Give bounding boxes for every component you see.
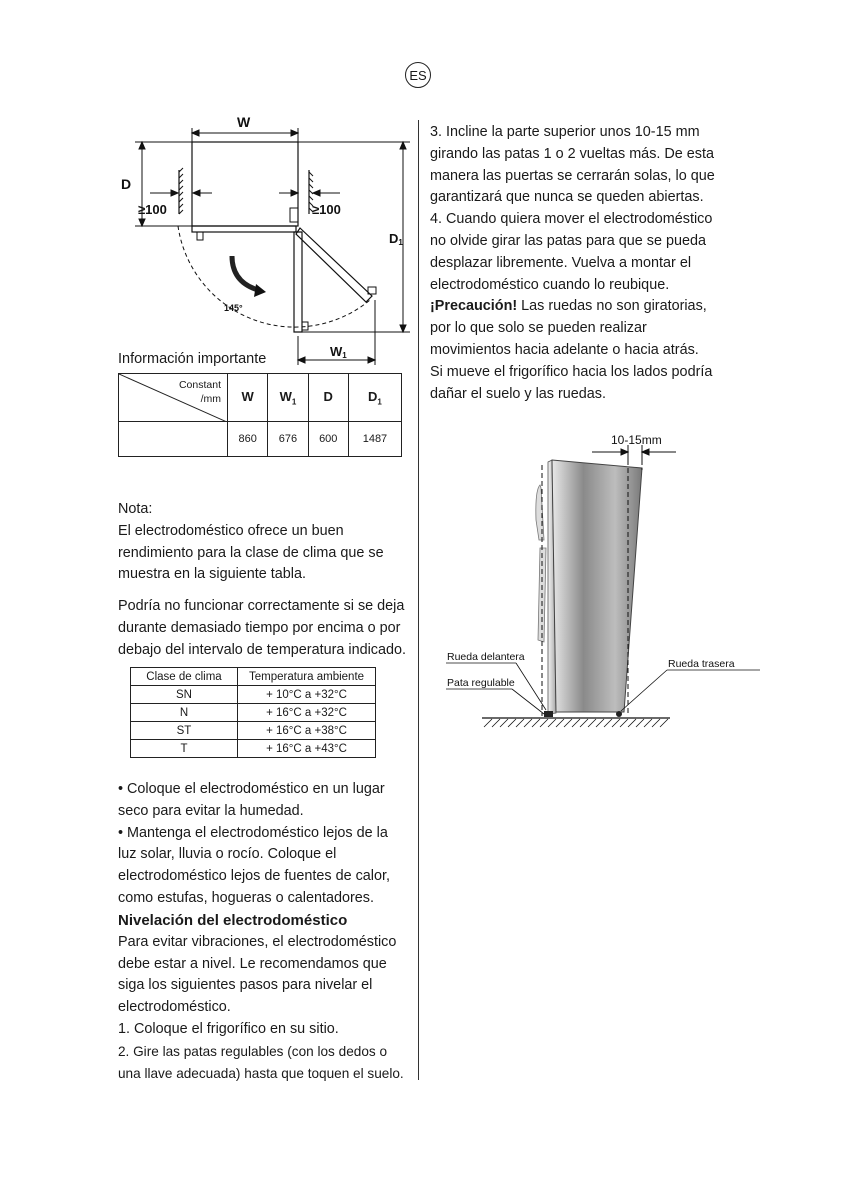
step-line: manera las puertas se cerrarán solas, lo que [430, 167, 715, 184]
caution-line: por lo que solo se pueden realizar [430, 320, 647, 337]
dims-header-d: D [308, 374, 348, 422]
dims-corner-bottom: /mm [200, 393, 221, 405]
step-line: girando las patas 1 o 2 vueltas más. De esta [430, 145, 714, 162]
dimensions-table [118, 373, 402, 457]
step-line: 3. Incline la parte superior unos 10-15 mm [430, 124, 700, 140]
bullet-line: seco para evitar la humedad. [118, 802, 304, 819]
leveling-line: siga los siguientes pasos para nivelar el [118, 977, 373, 994]
label-d: D [121, 176, 132, 192]
clearance-left: ≥100 [138, 202, 167, 217]
nota-line: muestra en la siguiente tabla. [118, 566, 306, 583]
rear-wheel-label: Rueda trasera [668, 658, 735, 670]
label-w: W [237, 114, 251, 130]
dims-header-d1: $D_1$ [348, 374, 401, 422]
adjustable-foot-label: Pata regulable [447, 677, 515, 689]
climate-header: Clase de clima [131, 668, 238, 686]
bullet-line: electrodoméstico lejos de fuentes de calor, [118, 868, 390, 885]
climate-range: + 16°C a +43°C [238, 740, 376, 758]
step-line: 4. Cuando quiera mover el electrodoméstico [430, 211, 713, 228]
tilt-diagram [440, 425, 770, 735]
dims-value: 860 [228, 422, 268, 457]
dims-corner-top: Constant [178, 379, 221, 391]
bullet-line: luz solar, lluvia o rocío. Coloque el [118, 846, 337, 863]
dims-header-w1: $W_1$ [268, 374, 308, 422]
caution-label: ¡Precaución! [430, 298, 518, 315]
climate-range: + 10°C a +32°C [238, 686, 376, 704]
tilt-label: 10-15mm [611, 433, 662, 447]
step-line: electrodoméstico cuando lo reubique. [430, 276, 670, 293]
step-line: garantizará que nunca se queden abiertas. [430, 189, 704, 206]
caution-line: dañar el suelo y las ruedas. [430, 385, 606, 402]
nota-line: El electrodoméstico ofrece un buen [118, 522, 344, 539]
label-d1: D [389, 231, 399, 246]
climate-class: SN [131, 686, 238, 704]
dims-row-label [119, 422, 228, 457]
clearance-right: ≥100 [312, 202, 341, 217]
dims-corner-cell [119, 374, 228, 422]
climate-range: + 16°C a +32°C [238, 704, 376, 722]
caution-line: Si mueve el frigorífico hacia los lados podría [430, 363, 713, 380]
bullet-line: • Mantenga el electrodoméstico lejos de la [118, 824, 388, 841]
nota-paragraph-2 [118, 596, 406, 661]
climate-table [130, 667, 376, 758]
right-column-text [430, 122, 715, 405]
dims-header-w: W [228, 374, 268, 422]
placement-bullets [118, 779, 404, 1084]
info-title: Información importante [118, 351, 267, 367]
bullet-line: como estufas, hogueras o calentadores. [118, 889, 374, 906]
caution-line: ¡Precaución! Las ruedas no son giratorias, [430, 298, 707, 315]
bullet-line: • Coloque el electrodoméstico en un lugar [118, 781, 385, 797]
clearance-diagram [110, 110, 410, 365]
label-d1-sub: 1 [398, 238, 403, 247]
label-w1: W [330, 344, 343, 359]
angle-label: 145° [224, 303, 243, 313]
climate-class: T [131, 740, 238, 758]
climate-header: Temperatura ambiente [238, 668, 376, 686]
leveling-title: Nivelación del electrodoméstico [118, 911, 348, 929]
leveling-line: 1. Coloque el frigorífico en su sitio. [118, 1020, 339, 1037]
leveling-line: debe estar a nivel. Le recomendamos que [118, 955, 387, 972]
climate-class: N [131, 704, 238, 722]
language-badge: ES [405, 62, 431, 88]
nota-line: rendimiento para la clase de clima que se [118, 544, 384, 561]
svg-text:D1 [389, 231, 403, 247]
column-divider [418, 120, 419, 1080]
climate-class: ST [131, 722, 238, 740]
leveling-line: electrodoméstico. [118, 999, 231, 1016]
svg-text:W1 [330, 344, 347, 360]
caution-line: movimientos hacia adelante o hacia atrás. [430, 341, 699, 358]
nota-line: Podría no funcionar correctamente si se deja [118, 598, 405, 614]
dims-value: 676 [268, 422, 308, 457]
leveling-line: Para evitar vibraciones, el electrodoméstico [118, 933, 397, 950]
leveling-line: 2. Gire las patas regulables (con los dedos o [118, 1043, 388, 1059]
step-line: no olvide girar las patas para que se pueda [430, 232, 707, 249]
leveling-line: una llave adecuada) hasta que toquen el suelo. [118, 1065, 404, 1081]
nota-line: debajo del intervalo de temperatura indicado. [118, 641, 407, 658]
label-w1-sub: 1 [342, 351, 347, 360]
nota-title: Nota: [118, 501, 153, 517]
nota-section [118, 499, 384, 586]
climate-range: + 16°C a +38°C [238, 722, 376, 740]
step-line: desplazar libremente. Vuelva a montar el [430, 254, 692, 271]
nota-line: durante demasiado tiempo por encima o por [118, 619, 401, 636]
dims-value: 600 [308, 422, 348, 457]
dims-value: 1487 [348, 422, 401, 457]
front-wheel-label: Rueda delantera [447, 651, 525, 663]
